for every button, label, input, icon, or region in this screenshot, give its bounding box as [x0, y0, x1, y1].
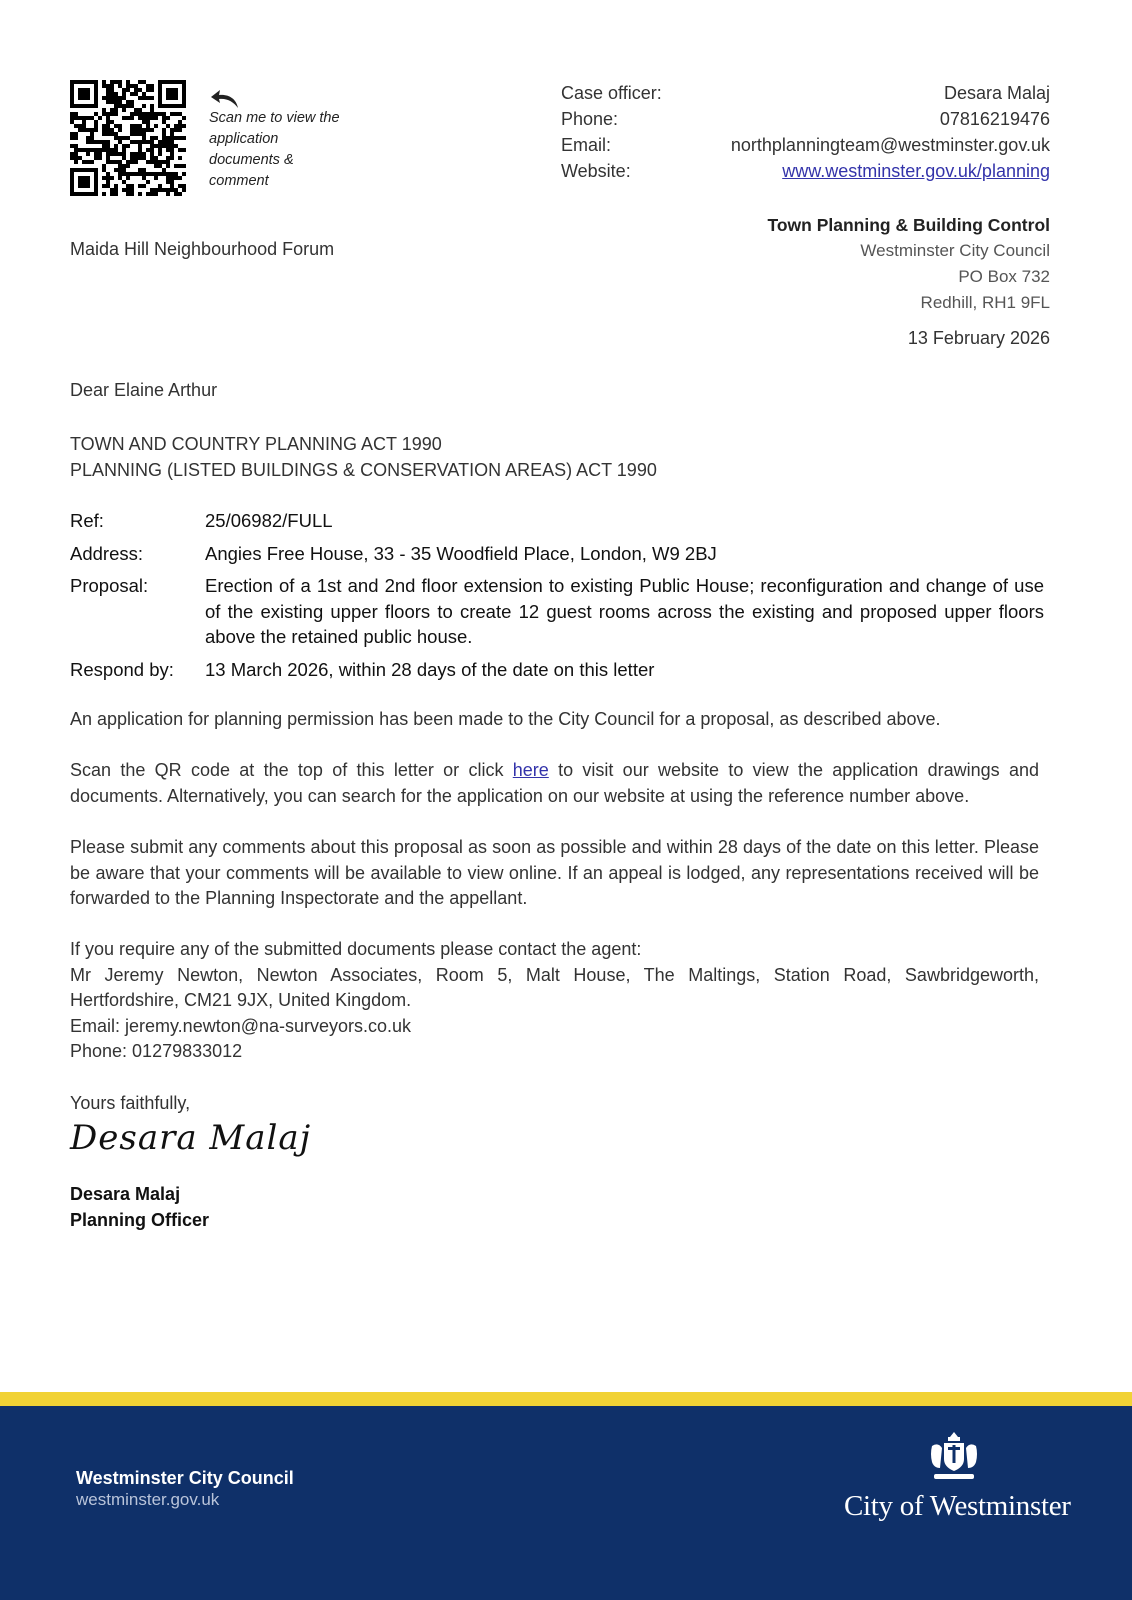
officer-signoff — [70, 1181, 209, 1233]
contact-details — [561, 80, 1050, 184]
phone-number: 07816219476 — [939, 109, 1050, 129]
contact-label: Website: — [561, 161, 631, 181]
agent-intro: If you require any of the submitted documents please contact the agent: — [70, 939, 642, 959]
contact-row-website — [561, 158, 1050, 184]
council-address — [767, 212, 1050, 316]
contact-row-case-officer — [561, 80, 1050, 106]
officer-name: Desara Malaj — [70, 1184, 181, 1204]
detail-row-ref — [70, 508, 1044, 534]
officer-title: Planning Officer — [70, 1210, 210, 1230]
proposal-value: Erection of a 1st and 2nd floor extension to existing Public House; reconfiguration and change of use of the existing upper floors to create 12 guest rooms across the existing and proposed upper floors above the retained public house. — [205, 575, 1044, 647]
council-name: Westminster City Council — [860, 241, 1050, 260]
paragraph-website — [70, 758, 1039, 809]
closing: Yours faithfully, — [70, 1093, 191, 1113]
email-address: northplanningteam@westminster.gov.uk — [730, 135, 1050, 155]
recipient-name: Maida Hill Neighbourhood Forum — [70, 239, 335, 259]
contact-row-phone — [561, 106, 1050, 132]
qr-code[interactable] — [70, 80, 186, 196]
contact-label: Case officer: — [561, 83, 662, 103]
agent-email: Email: jeremy.newton@na-surveyors.co.uk — [70, 1015, 412, 1036]
ref-value: 25/06982/FULL — [205, 510, 333, 531]
contact-label: Phone: — [561, 109, 619, 129]
application-details — [70, 508, 1044, 689]
footer-url: westminster.gov.uk — [76, 1490, 220, 1509]
detail-row-address — [70, 541, 1044, 567]
paragraph-text: Scan the QR code at the top of this letter or click — [70, 760, 513, 780]
salutation: Dear Elaine Arthur — [70, 380, 218, 400]
footer-council-name: Westminster City Council — [76, 1468, 294, 1488]
city-of-westminster-wordmark: City of Westminster — [844, 1490, 1071, 1522]
case-officer-name: Desara Malaj — [943, 83, 1050, 103]
website-link[interactable]: www.westminster.gov.uk/planning — [782, 161, 1050, 181]
paragraph-comments: Please submit any comments about this proposal as soon as possible and within 28 days of the date on this letter. Please be aware that your comments will be available to view online. If an appeal is lodged, any representations received will be forwarded to the Planning Inspectorate and the appellant. — [70, 837, 1039, 908]
contact-row-email — [561, 132, 1050, 158]
respond-by-value: 13 March 2026, within 28 days of the date on this letter — [205, 658, 655, 680]
contact-label: Email: — [561, 135, 612, 155]
council-department: Town Planning & Building Control — [767, 215, 1050, 235]
paragraph-intro: An application for planning permission has been made to the City Council for a proposal, as described above. — [70, 709, 941, 729]
here-link[interactable]: here — [512, 760, 549, 780]
footer-yellow-stripe — [0, 1392, 1132, 1406]
act-line: TOWN AND COUNTRY PLANNING ACT 1990 — [70, 434, 442, 454]
act-line: PLANNING (LISTED BUILDINGS & CONSERVATION AREAS) ACT 1990 — [70, 460, 657, 480]
paragraph-text: to visit our website to view the application drawings and documents. Alternatively, you can search for the application on our website at using the reference number above. — [70, 760, 1039, 806]
footer-banner — [0, 1406, 1132, 1600]
agent-address: Mr Jeremy Newton, Newton Associates, Room 5, Malt House, The Maltings, Station Road, Sawbridgeworth, Hertfordshire, CM21 9JX, United Kingdom. — [70, 964, 1039, 1010]
curved-arrow-icon — [210, 88, 240, 110]
qr-caption: Scan me to view the application documents & comment — [209, 110, 340, 189]
letter-date: 13 February 2026 — [907, 328, 1050, 348]
detail-row-proposal — [70, 573, 1044, 650]
acts-heading — [70, 431, 657, 483]
respond-by-label: Respond by: — [70, 658, 174, 680]
proposal-label: Proposal: — [70, 575, 149, 596]
council-town: Redhill, RH1 9FL — [920, 293, 1050, 312]
agent-phone: Phone: 01279833012 — [70, 1041, 243, 1061]
ref-label: Ref: — [70, 510, 104, 531]
address-label: Address: — [70, 542, 144, 564]
detail-row-respond-by — [70, 657, 1044, 683]
address-value: Angies Free House, 33 - 35 Woodfield Place, London, W9 2BJ — [205, 542, 717, 564]
coat-of-arms-icon — [924, 1430, 984, 1482]
council-po-box: PO Box 732 — [958, 267, 1050, 286]
signature: Desara Malaj — [70, 1118, 312, 1158]
paragraph-agent — [70, 937, 1039, 1065]
